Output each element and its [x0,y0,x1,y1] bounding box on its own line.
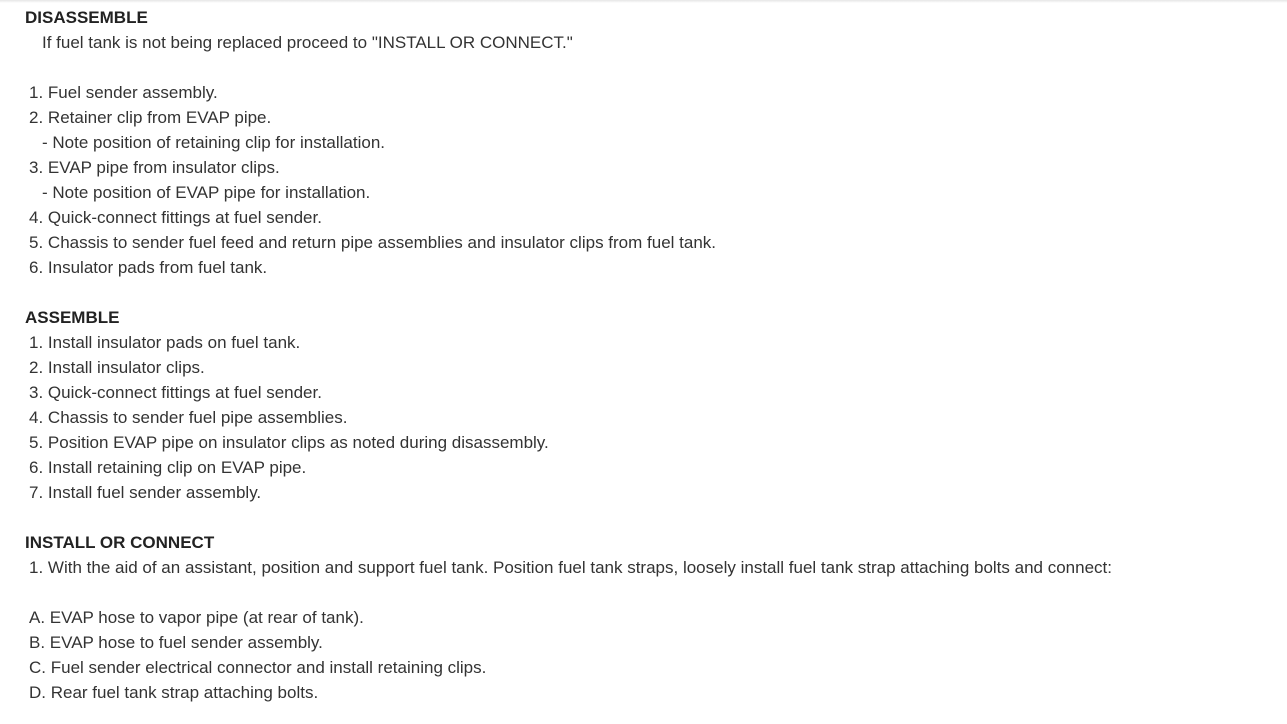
step-text: EVAP hose to vapor pipe (at rear of tank). [49,608,364,627]
step-text: Install retaining clip on EVAP pipe. [47,458,307,477]
step-text: Position EVAP pipe on insulator clips as noted during disassembly. [47,433,549,452]
step-letter: B. [29,633,46,652]
disassemble-step-2 [25,105,1275,130]
disassemble-step-5 [25,230,1275,255]
step-text: With the aid of an assistant, position and support fuel tank. Position fuel tank straps, loosely install fuel tank strap attaching bolts and connect: [47,558,1112,577]
install-step-1 [25,555,1275,580]
step-number: 1. [29,333,44,352]
assemble-step-1 [25,330,1275,355]
step-letter: A. [29,608,46,627]
install-substep-d [25,680,1275,705]
step-number: 5. [29,233,44,252]
assemble-step-6 [25,455,1275,480]
step-number: 2. [29,358,44,377]
step-text: Install insulator pads on fuel tank. [47,333,301,352]
step-number: 4. [29,408,44,427]
disassemble-step-3 [25,155,1275,180]
step-text: Chassis to sender fuel pipe assemblies. [47,408,348,427]
step-text: Quick-connect fittings at fuel sender. [47,383,322,402]
disassemble-step-1 [25,80,1275,105]
assemble-step-2 [25,355,1275,380]
step-number: 3. [29,383,44,402]
assemble-step-3 [25,380,1275,405]
step-text: Insulator pads from fuel tank. [47,258,268,277]
install-substep-a [25,605,1275,630]
spacer [25,280,1275,305]
disassemble-heading: DISASSEMBLE [25,8,148,27]
step-number: 5. [29,433,44,452]
disassemble-intro: If fuel tank is not being replaced proceed to "INSTALL OR CONNECT." [42,33,573,52]
disassemble-step-3-note: - Note position of EVAP pipe for installation. [42,183,371,202]
step-letter: C. [29,658,46,677]
assemble-step-5 [25,430,1275,455]
step-number: 2. [29,108,44,127]
step-text: EVAP hose to fuel sender assembly. [49,633,323,652]
procedure-document [25,5,1275,705]
step-text: Chassis to sender fuel feed and return pipe assemblies and insulator clips from fuel tank. [47,233,717,252]
step-text: Install fuel sender assembly. [47,483,262,502]
step-letter: D. [29,683,46,702]
install-heading: INSTALL OR CONNECT [25,533,215,552]
step-number: 1. [29,558,44,577]
assemble-step-7 [25,480,1275,505]
step-number: 7. [29,483,44,502]
install-substep-b [25,630,1275,655]
disassemble-step-2-note: - Note position of retaining clip for installation. [42,133,386,152]
step-number: 1. [29,83,44,102]
step-text: Fuel sender electrical connector and install retaining clips. [50,658,487,677]
step-text: Rear fuel tank strap attaching bolts. [50,683,319,702]
spacer [25,580,1275,605]
step-text: Retainer clip from EVAP pipe. [47,108,272,127]
disassemble-step-6 [25,255,1275,280]
top-divider [0,0,1287,3]
step-text: EVAP pipe from insulator clips. [47,158,280,177]
step-number: 4. [29,208,44,227]
spacer [25,55,1275,80]
step-text: Quick-connect fittings at fuel sender. [47,208,322,227]
assemble-step-4 [25,405,1275,430]
step-text: Fuel sender assembly. [47,83,218,102]
step-number: 6. [29,258,44,277]
install-substep-c [25,655,1275,680]
spacer [25,505,1275,530]
assemble-heading: ASSEMBLE [25,308,120,327]
step-number: 3. [29,158,44,177]
step-number: 6. [29,458,44,477]
step-text: Install insulator clips. [47,358,205,377]
disassemble-step-4 [25,205,1275,230]
